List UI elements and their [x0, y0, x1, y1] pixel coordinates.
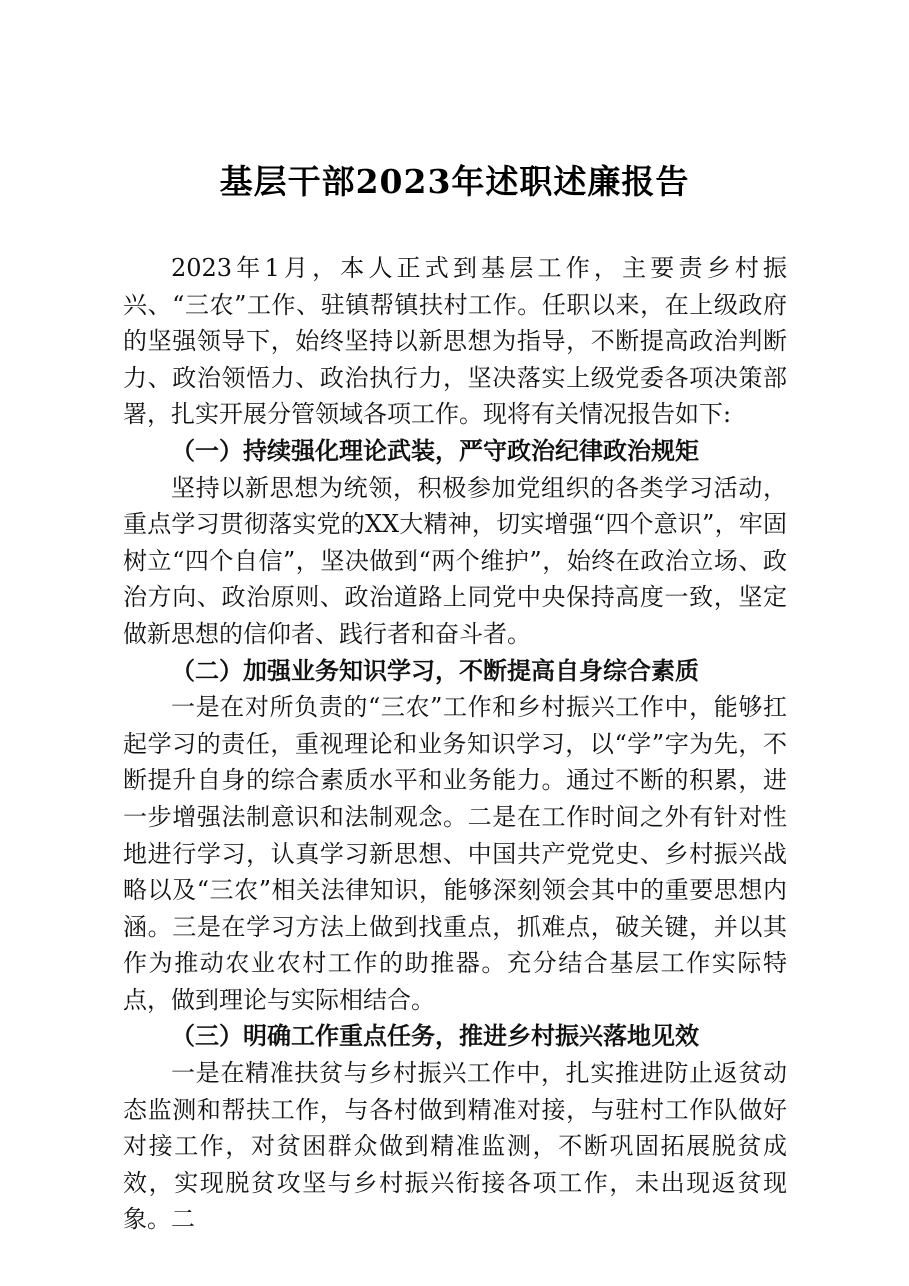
document-title: 基层干部2023年述职述廉报告 — [219, 162, 690, 201]
section-heading-1: （一）持续强化理论武装，严守政治纪律政治规矩 — [171, 435, 699, 465]
section-3-paragraph: 一是在精准扶贫与乡村振兴工作中，扎实推进防止返贫动态监测和帮扶工作，与各村做到精准对接，与驻村工作队做好对接工作，对贫困群众做到精准监测，不断巩固拓展脱贫成效，实现脱贫攻坚与乡村振兴衔接各项工作，未出现返贫现象。二 — [123, 1059, 787, 1234]
document-body — [123, 250, 787, 1238]
section-heading-3: （三）明确工作重点任务，推进乡村振兴落地见效 — [171, 1021, 699, 1051]
section-heading-2: （二）加强业务知识学习，不断提高自身综合素质 — [171, 655, 699, 685]
section-2-paragraph: 一是在对所负责的“三农”工作和乡村振兴工作中，能够扛起学习的责任，重视理论和业务知识学习，以“学”字为先，不断提升自身的综合素质水平和业务能力。通过不断的积累，进一步增强法制意识和法制观念。二是在工作时间之外有针对性地进行学习，认真学习新思想、中国共产党党史、乡村振兴战略以及“三农”相关法律知识，能够深刻领会其中的重要思想内涵。三是在学习方法上做到找重点，抓难点，破关键，并以其作为推动农业农村工作的助推器。充分结合基层工作实际特点，做到理论与实际相结合。 — [123, 693, 787, 1014]
section-1-paragraph: 坚持以新思想为统领，积极参加党组织的各类学习活动，重点学习贯彻落实党的XX大精神，切实增强“四个意识”，牢固树立“四个自信”，坚决做到“两个维护”，始终在政治立场、政治方向、政治原则、政治道路上同党中央保持高度一致，坚定做新思想的信仰者、践行者和奋斗者。 — [123, 473, 787, 648]
intro-paragraph: 2023年1月，本人正式到基层工作，主要责乡村振兴、“三农”工作、驻镇帮镇扶村工作。任职以来，在上级政府的坚强领导下，始终坚持以新思想为指导，不断提高政治判断力、政治领悟力、政治执行力，坚决落实上级党委各项决策部署，扎实开展分管领域各项工作。现将有关情况报告如下: — [123, 254, 787, 429]
